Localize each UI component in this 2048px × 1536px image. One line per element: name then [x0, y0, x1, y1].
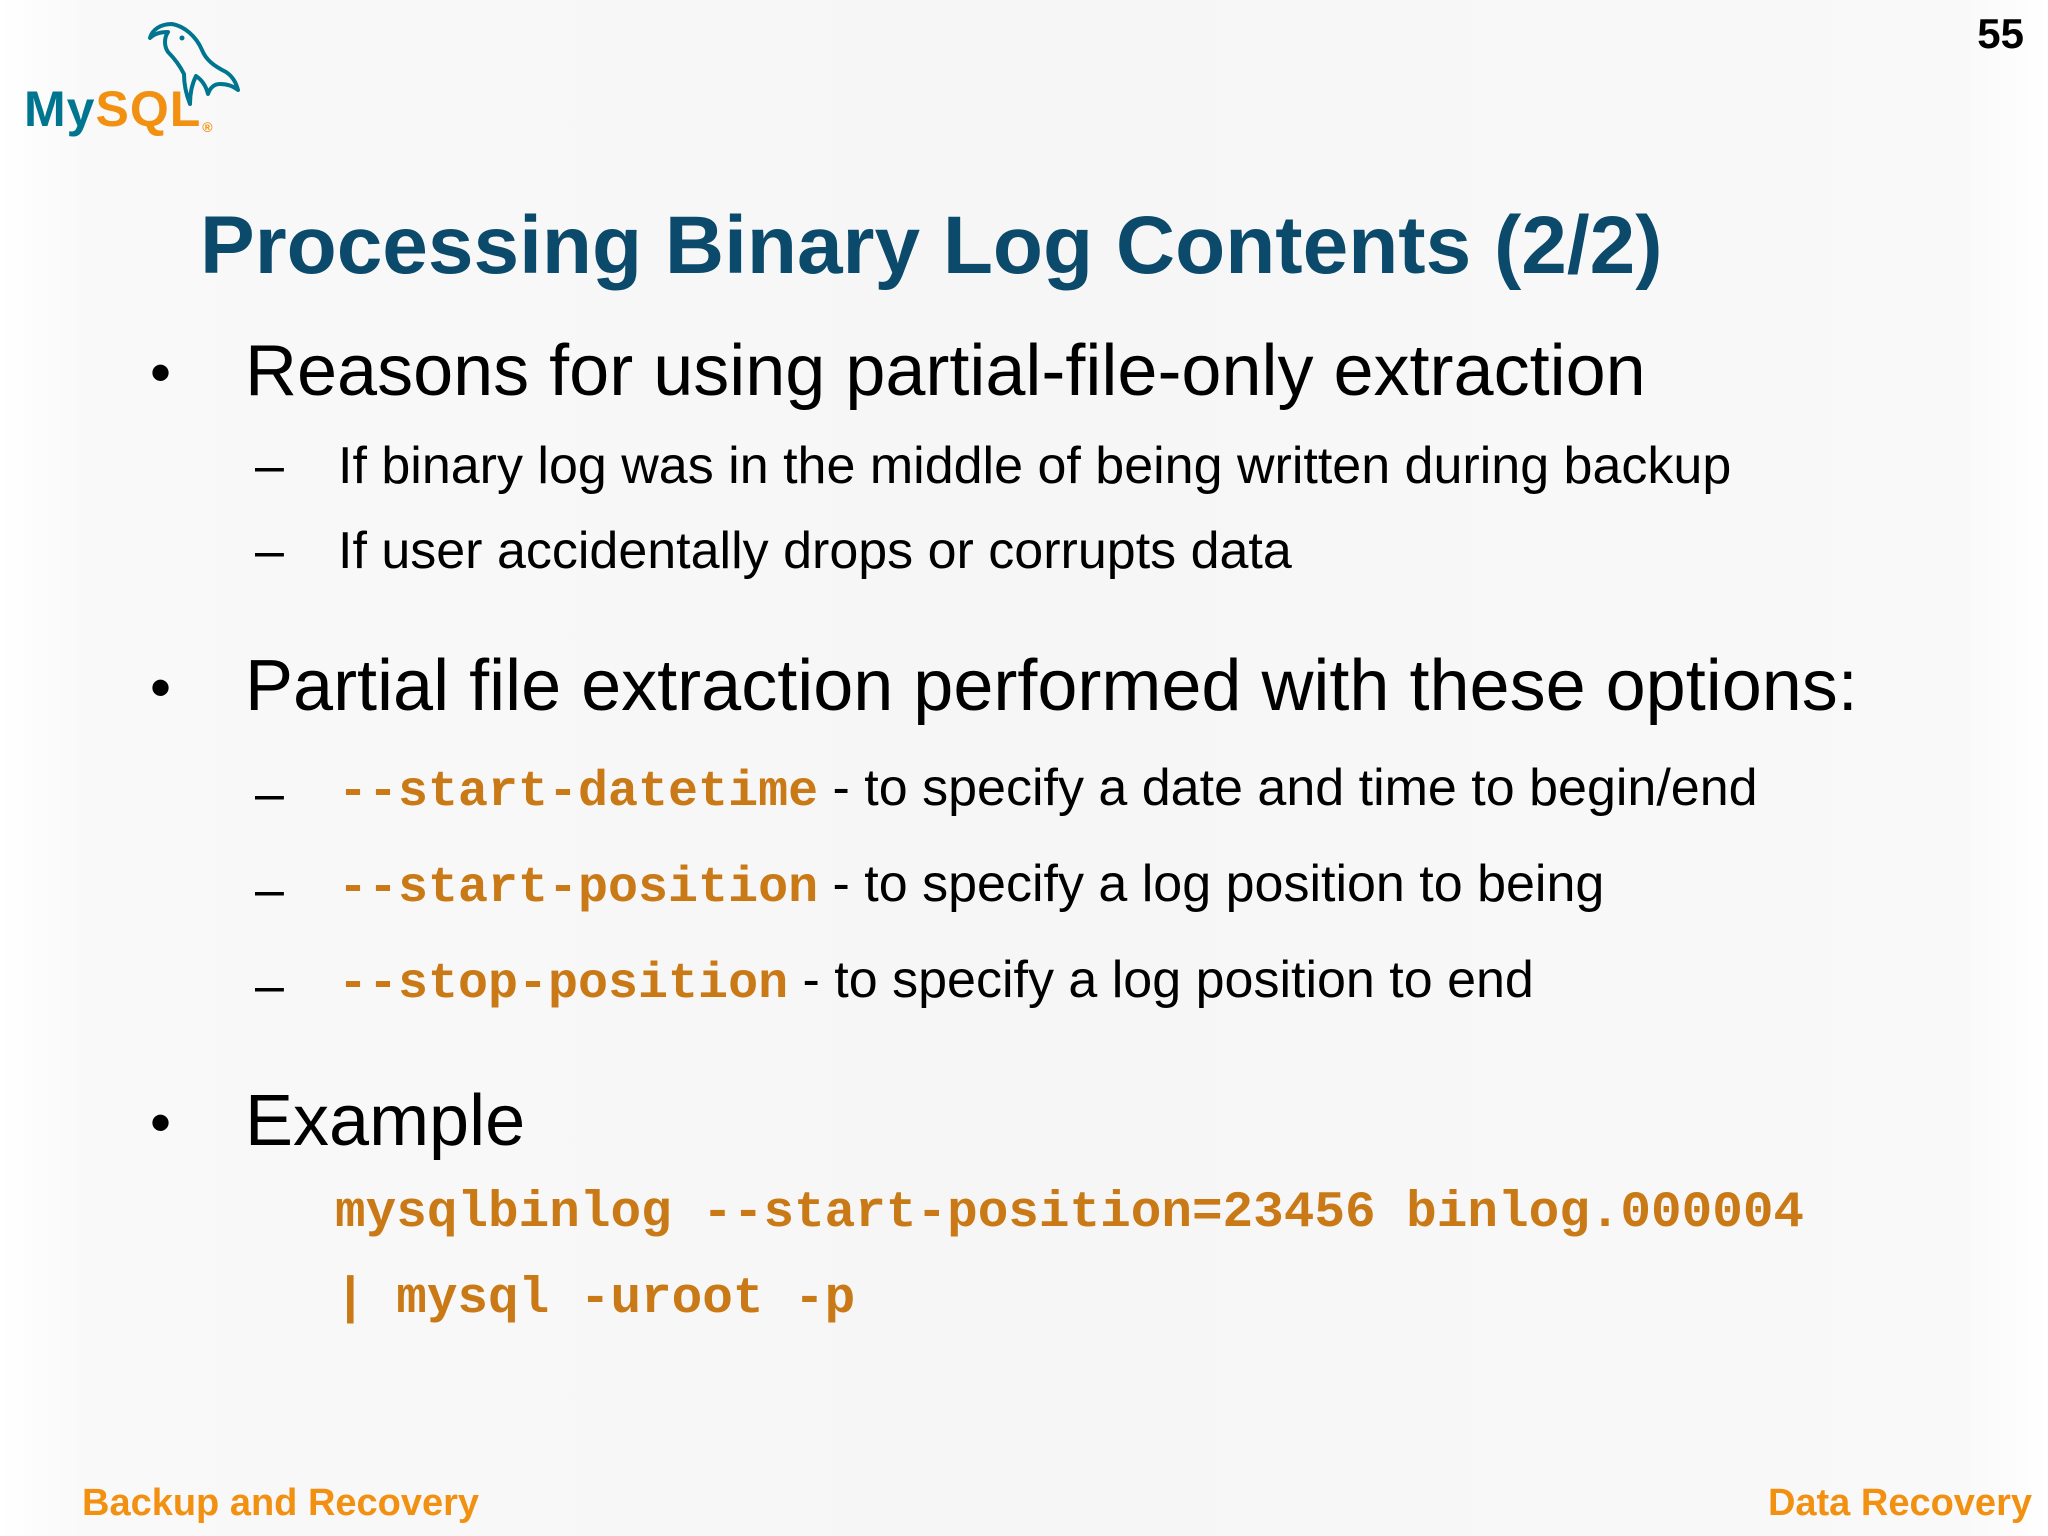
subitem-text	[338, 855, 1605, 917]
footer-right: Data Recovery	[1767, 1482, 2032, 1524]
option-code: --start-datetime	[338, 764, 819, 821]
bullet-text: Partial file extraction performed with these options:	[245, 646, 1858, 726]
footer-left: Backup and Recovery	[82, 1482, 480, 1524]
logo-wordmark	[24, 81, 214, 137]
logo-registered-mark: ®	[202, 119, 214, 135]
subitem-text: If user accidentally drops or corrupts data	[338, 522, 1292, 580]
example-code-line: | mysql -uroot -p	[335, 1271, 856, 1328]
option-code: --start-position	[338, 860, 819, 917]
subitem-marker: –	[255, 957, 284, 1015]
bullet-marker: •	[150, 1089, 172, 1156]
bullet-marker: •	[150, 654, 172, 721]
bullet-text: Example	[245, 1081, 526, 1161]
mysql-logo	[24, 14, 264, 144]
bullet-marker: •	[150, 339, 172, 406]
bullet-text: Reasons for using partial-file-only extraction	[245, 331, 1646, 411]
example-code-line: mysqlbinlog --start-position=23456 binlog.000004	[335, 1185, 1805, 1242]
subitem-text	[338, 759, 1758, 821]
subitem-text: If binary log was in the middle of being written during backup	[338, 437, 1732, 495]
option-description: - to specify a log position to end	[788, 951, 1534, 1009]
option-code: --stop-position	[338, 956, 789, 1013]
subitem-marker: –	[255, 522, 284, 580]
slide-title: Processing Binary Log Contents (2/2)	[200, 200, 1663, 291]
logo-sql-text: SQL	[95, 81, 202, 137]
subitem-marker: –	[255, 765, 284, 823]
subitem-text	[338, 951, 1534, 1013]
subitem-marker: –	[255, 437, 284, 495]
logo-my-text: My	[24, 81, 96, 137]
subitem-marker: –	[255, 861, 284, 919]
option-description: - to specify a log position to being	[818, 855, 1605, 913]
page-number: 55	[1977, 10, 2024, 57]
option-description: - to specify a date and time to begin/end	[818, 759, 1758, 817]
